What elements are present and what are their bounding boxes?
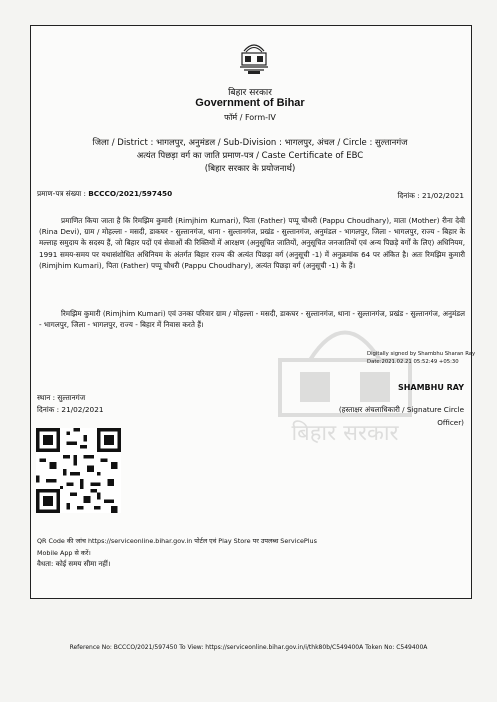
bihar-sarkar-heading: बिहार सरकार	[228, 88, 272, 98]
paragraph-2-text: रिमझिम कुमारी (Rimjhim Kumari) एवं उनका परिवार ग्राम / मोहल्ला - मसदी, डाकघर - सुल्तानगंज, थाना - सुल्तानगंज, प्रखंड - सुल्तानगंज, अनुमंडल - भागलपुर, जिला - भागलपुर, राज्य - बिहार में निवास करते हैं।	[39, 309, 465, 330]
certificate-date	[398, 191, 464, 201]
date-label: दिनांक :	[397, 191, 420, 200]
certificate-number-value: BCCCO/2021/597450	[88, 189, 173, 198]
date2-label: दिनांक :	[37, 405, 60, 414]
bihar-emblem-icon	[236, 37, 272, 75]
digital-signature-line: Digitally signed by Shambhu Sharan Ray	[367, 351, 476, 357]
date-value: 21/02/2021	[421, 191, 464, 200]
officer-title-2: Officer)	[437, 418, 464, 427]
date2-value: 21/02/2021	[61, 405, 104, 414]
digital-signature-date: Date:2021.02.21 05:52:49 +05:30	[367, 359, 459, 365]
reference-footer: Reference No: BCCCO/2021/597450 To View: https://serviceonline.bihar.gov.in/i/thk80b/C549400A Token No: C549400A	[69, 644, 428, 651]
body-paragraph-1	[39, 215, 465, 271]
officer-name: SHAMBHU RAY	[397, 383, 464, 392]
place-date	[37, 405, 103, 415]
certificate-number	[37, 189, 172, 199]
qr-note-line-2: Mobile App से करें।	[37, 549, 91, 557]
qr-note-line-1: QR Code की जांच https://serviceonline.bihar.gov.in पोर्टल एवं Play Store पर उपलब्ध ServicePlus	[37, 537, 317, 545]
purpose-line: (बिहार सरकार के प्रयोजनार्थ)	[204, 164, 296, 174]
qr-code-icon	[36, 428, 121, 513]
district-line: जिला / District : भागलपुर, अनुमंडल / Sub-Division : भागलपुर, अंचल / Circle : सुल्तानगंज	[92, 138, 408, 148]
certificate-number-label: प्रमाण-पत्र संख्या :	[37, 189, 86, 198]
watermark-emblem-icon	[250, 300, 440, 450]
place-label: स्थान : सुल्तानगंज	[37, 393, 86, 402]
form-label: फॉर्म / Form-IV	[224, 113, 276, 122]
certificate-title: अत्यंत पिछड़ा वर्ग का जाति प्रमाण-पत्र / Caste Certificate of EBC	[136, 151, 364, 161]
paragraph-1-text: प्रमाणित किया जाता है कि रिमझिम कुमारी (Rimjhim Kumari), पिता (Father) पप्पू चौधरी (Pappu Choudhary), माता (Mother) रीना देवी (Rina Devi), ग्राम / मोहल्ला - मसदी, डाकघर - सुल्तानगंज, थाना - सुल्तानगंज, प्रखंड - सुल्तानगंज, अनुमंडल - भागलपुर, जिला - भागलपुर, राज्य - बिहार के मल्लाह समुदाय के सदस्य हैं, जो बिहार पदों एवं सेवाओं की रिक्तियों में आरक्षण (अनुसूचित जातियों, अनुसूचित जनजातियों एवं अन्य पिछड़े वर्गों के लिए) अधिनियम, 1991 समय-समय पर यथासंशोधित अधिनियम के अंतर्गत बिहार राज्य की अत्यंत पिछड़ा वर्ग (अनुसूची -1) में अनुक्रमांक 64 पर अंकित है। अतः रिमझिम कुमारी (Rimjhim Kumari), पिता (Father) पप्पू चौधरी (Pappu Choudhary), अत्यंत पिछड़ा वर्ग (अनुसूची -1) के हैं।	[39, 216, 465, 270]
watermark-text: बिहार सरकार	[291, 421, 399, 446]
government-heading: Government of Bihar	[195, 97, 305, 109]
validity-note: वैधता: कोई समय सीमा नहीं।	[37, 560, 111, 568]
officer-title: (हस्ताक्षर अंचलाधिकारी / Signature Circle	[338, 405, 464, 414]
